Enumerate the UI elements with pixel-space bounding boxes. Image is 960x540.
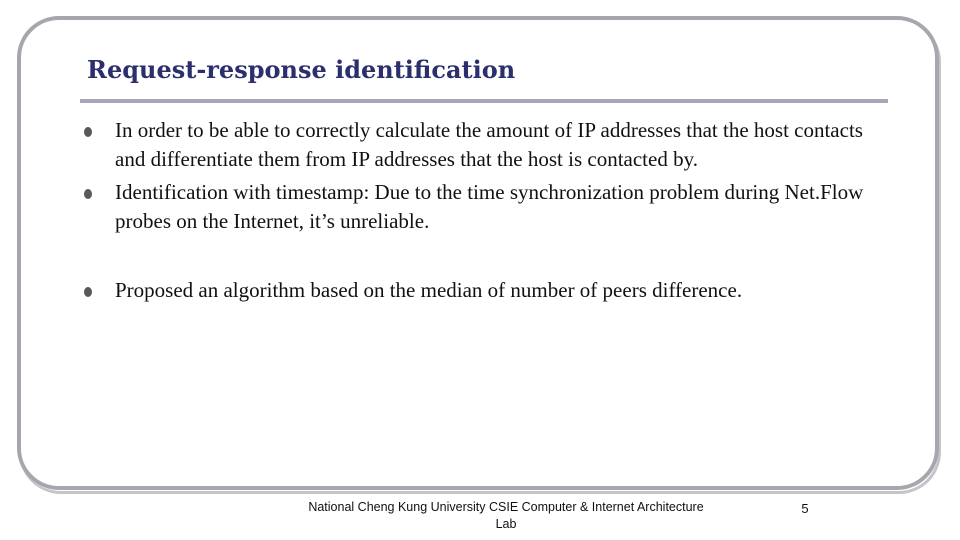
bullet-item	[84, 116, 884, 174]
page-number: 5	[801, 501, 809, 516]
bullet-dot-icon	[84, 127, 92, 137]
bullet-text: Identification with timestamp: Due to the time synchronization problem during Net.Flow probes on the Internet, it’s unreliable.	[115, 180, 864, 233]
bullet-item	[84, 178, 884, 236]
slide-title: Request-response identification	[87, 55, 516, 84]
bullet-item	[84, 276, 884, 305]
bullet-text: Proposed an algorithm based on the median of number of peers difference.	[115, 278, 743, 302]
bullet-list	[84, 116, 884, 305]
bullet-dot-icon	[84, 189, 92, 199]
bullet-text: In order to be able to correctly calculate the amount of IP addresses that the host contacts and differentiate them from IP addresses that the host is contacted by.	[115, 118, 863, 171]
slide-footer: National Cheng Kung University CSIE Computer & Internet Architecture Lab	[308, 500, 704, 531]
title-divider	[80, 99, 888, 103]
bullet-dot-icon	[84, 287, 92, 297]
